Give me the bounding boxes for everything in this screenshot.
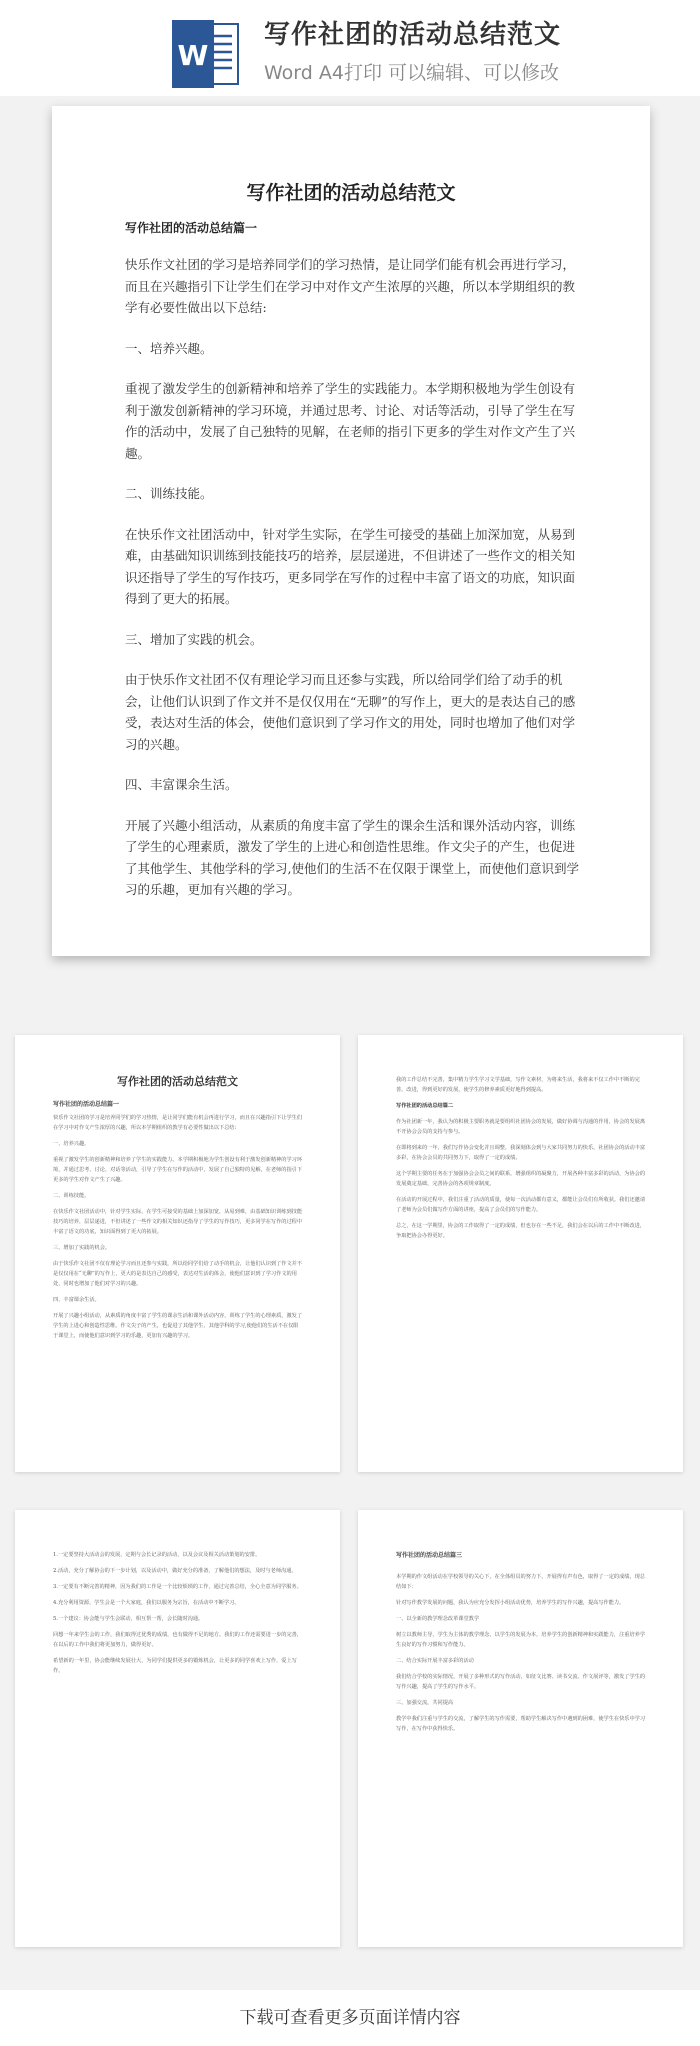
- paragraph: 在快乐作文社团活动中，针对学生实际，在学生可接受的基础上加深加宽，从易到难，由基础知识训练到技能技巧的培养，层层递进，不但讲述了一些作文的相关知识还指导了学生的写作技巧，更多同学在写作的过程中丰富了语文的功底，知识面得到了更大的拓展。: [125, 526, 576, 606]
- thumb-paragraph: 在活动的开展过程中，我们注重了活动的质量，使每一次活动都有意义，都能让会员们有所收获。我们还邀请了老师为会员们做写作方面的讲座，提高了会员们的写作能力。: [396, 1197, 646, 1213]
- paragraph: 重视了激发学生的创新精神和培养了学生的实践能力。本学期积极地为学生创设有利于激发创新精神的学习环境，并通过思考、讨论、对话等活动，引导了学生在写作的活动中，发展了自己独特的见解，在老师的指引下更多的学生对作文产生了兴趣。: [125, 381, 576, 461]
- thumb-paragraph: 回想一年来学生会的工作，我们取得过优秀的成绩，也有做得不足的地方。我们的工作还需要进一步的完善，在以后的工作中我们将更加努力，做得更好。: [53, 1632, 303, 1648]
- section-title: 一、培养兴趣。: [125, 340, 213, 356]
- thumb-heading: 写作社团的活动总结篇二: [396, 1103, 454, 1109]
- main-document-page: [52, 106, 650, 956]
- thumb-paragraph: 在快乐作文社团活动中，针对学生实际，在学生可接受的基础上加深加宽，从易到难，由基础知识训练到技能技巧的培养，层层递进，不但讲述了一些作文的相关知识还指导了学生的写作技巧，更多同学在写作的过程中丰富了语文的功底，知识面得到了更大的拓展。: [53, 1209, 303, 1235]
- thumb-paragraph: 2.活动，充分了解协会的下一步计划，以及活动中，做好充分的准备，了解他们的想法，及时与老师沟通。: [53, 1568, 297, 1574]
- thumb-body: [396, 1075, 646, 1247]
- thumb-paragraph: 总之，在这一学期里，协会的工作取得了一定的成绩，但也存在一些不足，我们会在以后的工作中不断改进，争取把协会办得更好。: [396, 1223, 646, 1239]
- thumb-paragraph: 三、增加了实践的机会。: [53, 1245, 111, 1251]
- thumb-paragraph: 5.一个建议：协会能与学生会联动，相互帮一帮，会长随时沟通。: [53, 1616, 204, 1622]
- thumb-paragraph: 我的工作总结不完善，集中精力学生学习文学基础，写作文素材，为将来生活，我将来不仅工作中不断的完善。改进，得到更好的发展，使学生的修养素质更好地得到提高。: [396, 1077, 640, 1093]
- section-title: 四、丰富课余生活。: [125, 777, 238, 792]
- thumb-paragraph: 重视了激发学生的创新精神和培养了学生的实践能力。本学期积极地为学生创设有利于激发创新精神的学习环境，并通过思考、讨论、对话等活动，引导了学生在写作的活动中，发展了自己独特的见解，在老师的指引下更多的学生对作文产生了兴趣。: [53, 1157, 303, 1183]
- thumb-paragraph: 我们结合学校的实际情况，开展了多种形式的写作活动，如征文比赛、读书交流、作文展评等，激发了学生的写作兴趣，提高了学生的写作水平。: [396, 1674, 646, 1690]
- page-thumbnail-2[interactable]: [358, 1035, 683, 1472]
- section-heading: 写作社团的活动总结篇一: [125, 221, 258, 235]
- thumb-heading: 写作社团的活动总结篇三: [396, 1552, 463, 1559]
- thumb-paragraph: 本学期的作文组活动在学校领导的关心下，在全体组员的努力下，开展得有声有色，取得了一定的成绩，现总结如下：: [396, 1574, 646, 1590]
- thumb-paragraph: 这个学期主要的任务在于加强协会会员之间的联系，增强组织的凝聚力，开展各种丰富多彩的活动，为协会的发展奠定基础，完善协会的各项规章制度。: [396, 1171, 646, 1187]
- page-thumbnail-4[interactable]: [358, 1510, 683, 1947]
- section-title: 二、训练技能。: [125, 486, 213, 501]
- thumb-heading: 写作社团的活动总结篇一: [53, 1101, 120, 1108]
- word-document-icon: [172, 20, 242, 88]
- thumb-paragraph: 3.一定要有不断完善的精神，因为我们的工作是一个比较烦琐的工作，通过完善总结，全心全意为同学服务。: [53, 1584, 302, 1590]
- thumb-paragraph: 快乐作文社团的学习是培养同学们的学习热情，是让同学们能有机会再进行学习，而且在兴趣指引下让学生们在学习中对作文产生浓厚的兴趣，所以本学期组织的教学有必要性做出以下总结:: [53, 1115, 303, 1131]
- thumb-paragraph: 1.一定要坚持大活动会的发展，定期与会长记录的活动，以及会议及相关活动策划的安排。: [53, 1552, 261, 1558]
- thumb-paragraph: 树立以教师主导、学生为主体的教学理念，以学生的发展为本，培养学生的创新精神和实践能力，注重培养学生良好的写作习惯和写作能力。: [396, 1632, 646, 1648]
- thumb-body: [53, 1550, 303, 1682]
- thumb-body: [396, 1572, 646, 1740]
- thumb-paragraph: 教学中我们注重与学生的交流，了解学生的写作需要，帮助学生解决写作中遇到的困难，使学生在快乐中学习写作，在写作中获得快乐。: [396, 1716, 646, 1732]
- thumb-paragraph: 四、丰富课余生活。: [53, 1297, 100, 1303]
- thumb-paragraph: 由于快乐作文社团不仅有理论学习而且还参与实践，所以给同学们给了动手的机会，让他们认识到了作文并不是仅仅用在“无聊”的写作上，更大的是表达自己的感受，表达对生活的体会，使他们意识到了学习作文的用处，同时也增加了他们对学习的兴趣。: [53, 1261, 303, 1287]
- download-more-link[interactable]: 下载可查看更多页面详情内容: [0, 1990, 700, 2046]
- section-title: 三、增加了实践的机会。: [125, 631, 263, 647]
- page-thumbnail-1[interactable]: [15, 1035, 340, 1472]
- thumb-paragraph: 针对写作教学发展的问题，我认为应充分发挥小组活动优势，培养学生的写作兴趣，提高写作能力。: [396, 1600, 625, 1606]
- thumb-body: [53, 1113, 303, 1347]
- document-body: [125, 254, 587, 920]
- thumb-paragraph: 开展了兴趣小组活动，从素质的角度丰富了学生的课余生活和课外活动内容，训练了学生的心理素质，激发了学生的上进心和创造性思维。作文尖子的产生，也促进了其他学生、其他学科的学习,使他们的生活不在仅限于课堂上，而使他们意识到学习的乐趣，更加有兴趣的学习。: [53, 1313, 303, 1339]
- header-title: 写作社团的活动总结范文: [264, 20, 562, 50]
- thumb-paragraph: 一、培养兴趣。: [53, 1141, 90, 1147]
- thumb-paragraph: 在即将到来的一年，我们写作协会变化并且调整，我深刻体会到与大家共同努力的快乐。社团协会的活动丰富多彩，在协会会员的共同努力下，取得了一定的成绩。: [396, 1145, 646, 1161]
- thumb-title: 写作社团的活动总结范文: [117, 1075, 238, 1088]
- document-title: 写作社团的活动总结范文: [246, 182, 456, 204]
- thumb-paragraph: 作为社团新一年，我认为的积极主要职务就是要组织社团协会的发展，做好协调与沟通的作用，协会的发展离不开协会会员的支持与参与。: [396, 1119, 646, 1135]
- thumb-paragraph: 4.充分利用资源，学生会是一个大家庭，我们以服务为宗旨，在活动中不断学习。: [53, 1600, 240, 1606]
- paragraph: 开展了兴趣小组活动，从素质的角度丰富了学生的课余生活和课外活动内容，训练了学生的心理素质，激发了学生的上进心和创造性思维。作文尖子的产生，也促进了其他学生、其他学科的学习,使他们的生活不在仅限于课堂上，而使他们意识到学习的乐趣，更加有兴趣的学习。: [125, 817, 579, 897]
- thumb-paragraph: 一、以全新的教学理念改革课堂教学: [396, 1616, 480, 1622]
- thumb-paragraph: 希望新的一年里，协会能继续发展壮大，为同学们提供更多的锻炼机会，让更多的同学喜欢上写作，爱上写作。: [53, 1658, 297, 1674]
- thumb-paragraph: 二、训练技能。: [53, 1193, 90, 1199]
- page-thumbnail-3[interactable]: [15, 1510, 340, 1947]
- thumb-paragraph: 三、加强交流，共同提高: [396, 1700, 454, 1706]
- svg-text:W: W: [177, 39, 209, 72]
- paragraph: 快乐作文社团的学习是培养同学们的学习热情，是让同学们能有机会再进行学习，而且在兴趣指引下让学生们在学习中对作文产生浓厚的兴趣，所以本学期组织的教学有必要性做出以下总结:: [125, 257, 576, 315]
- paragraph: 由于快乐作文社团不仅有理论学习而且还参与实践，所以给同学们给了动手的机会，让他们认识到了作文并不是仅仅用在“无聊”的写作上，更大的是表达自己的感受，表达对生活的体会，使他们意识到了学习作文的用处，同时也增加了他们对学习的兴趣。: [125, 672, 576, 752]
- header-subtitle: Word A4打印 可以编辑、可以修改: [264, 62, 560, 84]
- header-banner: [0, 0, 700, 96]
- thumb-paragraph: 二、结合实际开展丰富多彩的活动: [396, 1658, 474, 1664]
